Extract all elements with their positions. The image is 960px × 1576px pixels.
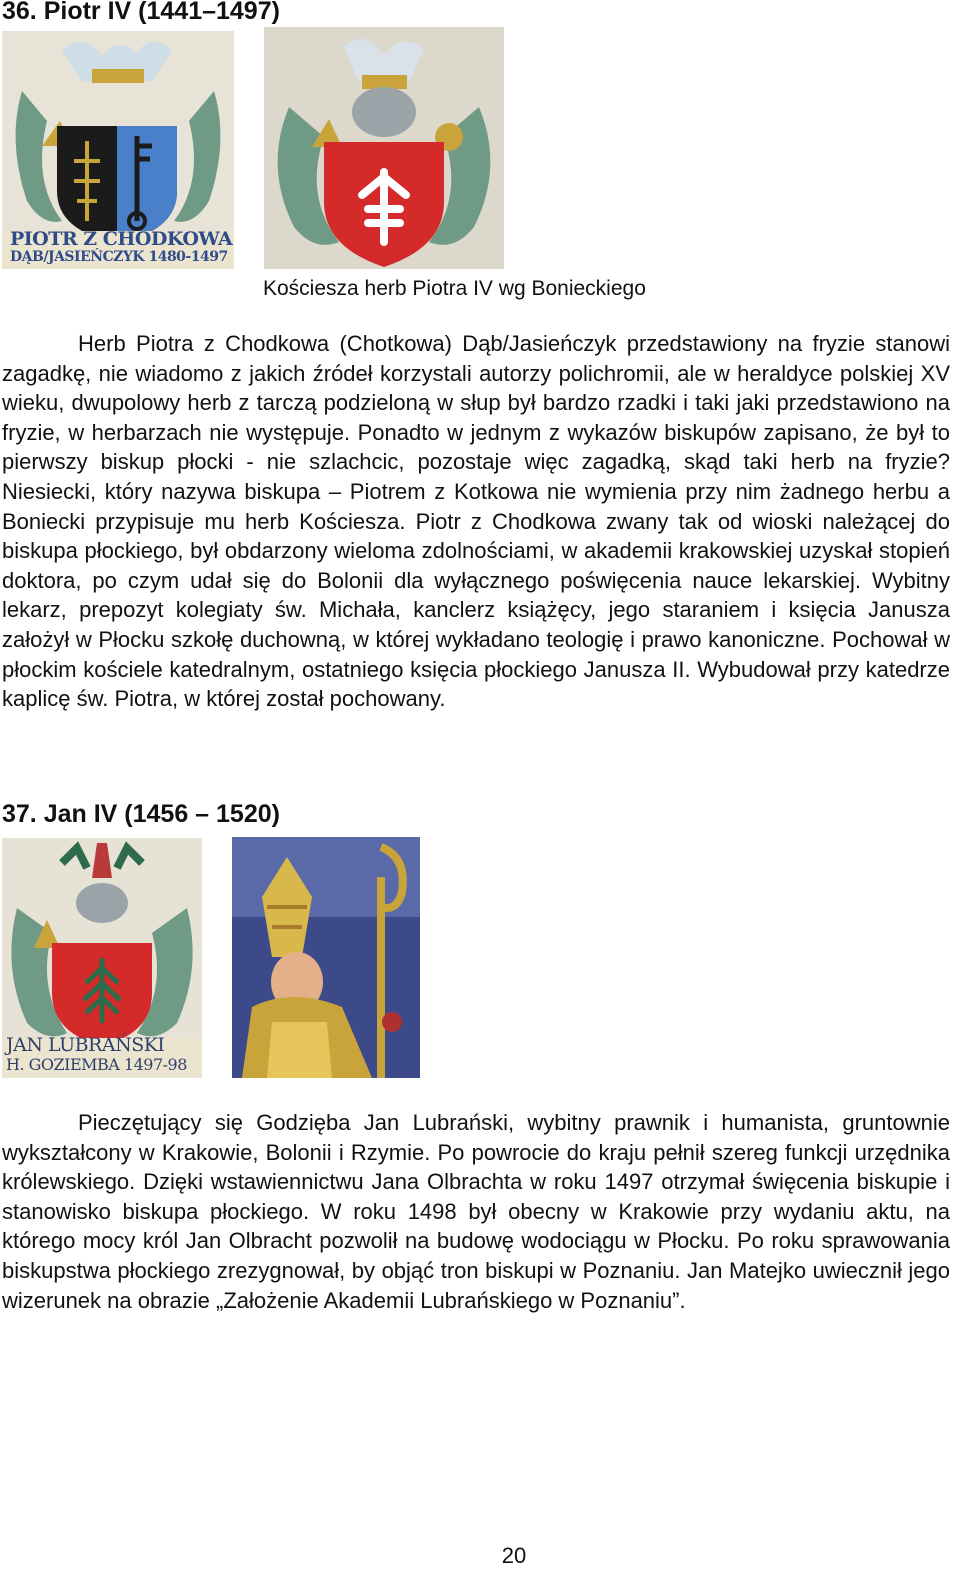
plaque-line-2: H. GOZIEMBA 1497-98 [6,1055,187,1074]
plaque-line-1: PIOTR Z CHODKOWA [10,228,233,250]
page-number: 20 [501,1543,527,1568]
paragraph-jan-iv: Pieczętujący się Godzięba Jan Lubrański, wybitny prawnik i humanista, gruntownie wykształcony w Krakowie, Bolonii i Rzymie. Po powrocie do kraju pełnił szereg funkcji urzędnika królewskiego. Dzięki wstawiennictwu Jana Olbrachta w roku 1497 otrzymał święcenia biskupie i stanowisko biskupa płockiego. W roku 1498 był obecny w Krakowie przy wydaniu aktu, na którego mocy król Jan Olbracht pozwolił na budowę wodociągu w Płocku. Po roku sprawowania biskupstwa płockiego zrezygnował, by objąć tron biskupi w Poznaniu. Jan Matejko uwiecznił jego wizerunek na obrazie „Założenie Akademii Lubrańskiego w Poznaniu”. [2,1110,950,1313]
bishop-portrait-drawing [232,837,420,1078]
kosciesza-coat-of-arms-image [264,27,504,269]
coat-of-arms-jan-lubranski-image [2,838,202,1078]
coat-of-arms-piotr-chodkowa-image [2,31,234,269]
section-heading-piotr-iv: 36. Piotr IV (1441–1497) [2,0,280,25]
plaque-line-1: JAN LUBRAŃSKI [6,1034,165,1056]
kosciesza-coat-of-arms-drawing [264,27,504,269]
section-heading-jan-iv: 37. Jan IV (1456 – 1520) [2,800,280,828]
paragraph-piotr-iv: Herb Piotra z Chodkowa (Chotkowa) Dąb/Jasieńczyk przedstawiony na fryzie stanowi zagadkę, nie wiadomo z jakich źródeł korzystali autorzy polichromii, ale w heraldyce polskiej XV wieku, dwupolowy herb z tarczą podzieloną w słup był bardzo rzadki i taki jaki przedstawiono na fryzie, w herbarzach nie występuje. Ponadto w jednym z wykazów biskupów zapisano, że był to pierwszy biskup płocki - nie szlachcic, pozostaje więc zagadką, skąd taki herb na fryzie? Niesiecki, który nazywa biskupa – Piotrem z Kotkowa nie wymienia przy nim żadnego herbu a Boniecki przypisuje mu herb Kościesza. Piotr z Chodkowa zwany tak od wioski należącej do biskupa płockiego, był obdarzony wieloma zdolnościami, w akademii krakowskiej uzyskał stopień doktora, po czym udał się do Bolonii dla wyłącznego poświęcenia nauce lekarskiej. Wybitny lekarz, prepozyt kolegiaty św. Michała, kanclerz książęcy, jego staraniem i księcia Janusza założył w Płocku szkołę duchowną, w której wykładano teologię i prawo kanoniczne. Pochował w płockim kościele katedralnym, ostatniego księcia płockiego Janusza II. Wybudował przy katedrze kaplicę św. Piotra, w której został pochowany. [2,331,950,712]
kosciesza-caption: Kościesza herb Piotra IV wg Bonieckiego [263,277,646,300]
plaque-line-2: DĄB/JASIEŃCZYK 1480-1497 [10,249,228,265]
bishop-portrait-image [232,837,420,1078]
